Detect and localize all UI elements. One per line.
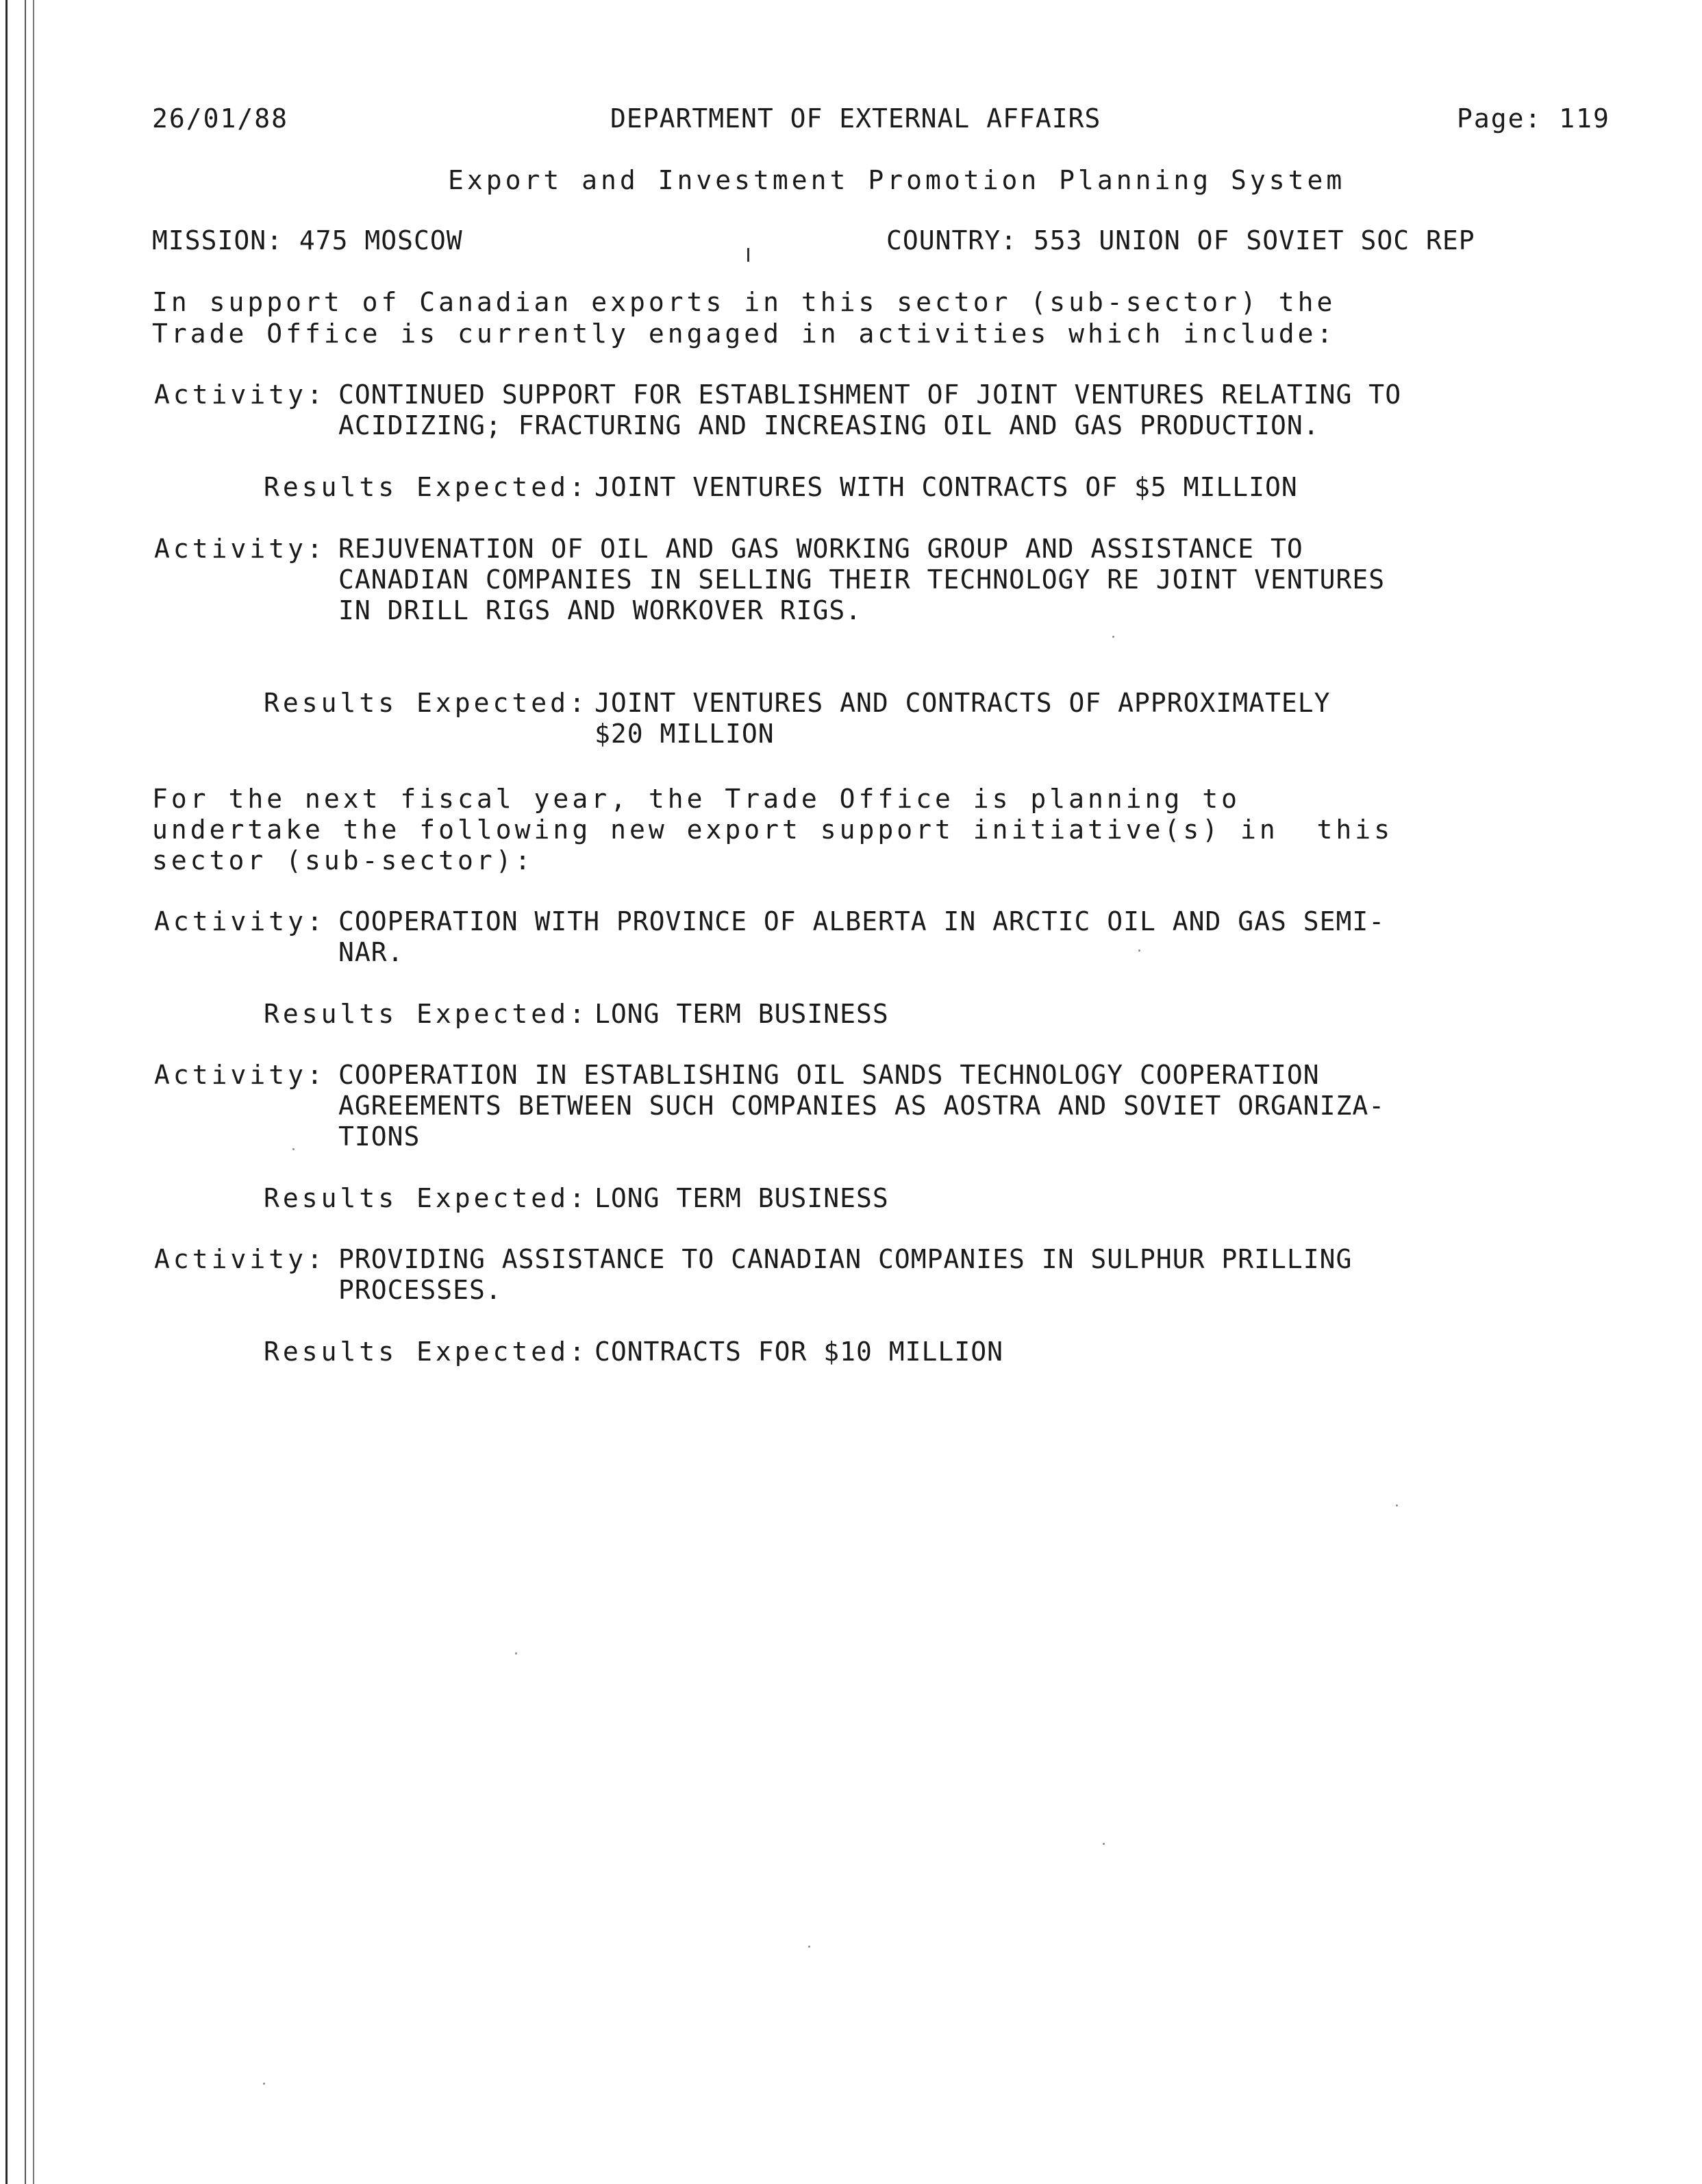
activity-label: Activity: bbox=[154, 534, 326, 564]
results-expected-label: Results Expected: bbox=[264, 688, 588, 718]
activity-text-line: ACIDIZING; FRACTURING AND INCREASING OIL AND GAS PRODUCTION. bbox=[338, 410, 1320, 440]
activity-text-line: COOPERATION IN ESTABLISHING OIL SANDS TECHNOLOGY COOPERATION bbox=[338, 1060, 1320, 1090]
activity-text-line: CONTINUED SUPPORT FOR ESTABLISHMENT OF JOINT VENTURES RELATING TO bbox=[338, 380, 1402, 410]
activity-text-line: IN DRILL RIGS AND WORKOVER RIGS. bbox=[338, 595, 862, 625]
results-expected-text: CONTRACTS FOR $10 MILLION bbox=[595, 1337, 1003, 1367]
results-expected-label: Results Expected: bbox=[264, 472, 588, 502]
results-expected-label: Results Expected: bbox=[264, 1337, 588, 1367]
results-expected-text: JOINT VENTURES AND CONTRACTS OF APPROXIMATELY bbox=[595, 688, 1331, 718]
country-field: COUNTRY: 553 UNION OF SOVIET SOC REP bbox=[886, 225, 1475, 256]
activity-label: Activity: bbox=[154, 906, 326, 936]
scan-speck bbox=[1396, 1504, 1398, 1506]
scan-speck bbox=[292, 1148, 295, 1150]
scan-speck bbox=[1112, 636, 1114, 638]
binding-edge-line bbox=[33, 0, 34, 2184]
activity-text-line: AGREEMENTS BETWEEN SUCH COMPANIES AS AOSTRA AND SOVIET ORGANIZA- bbox=[338, 1091, 1386, 1121]
system-title: Export and Investment Promotion Planning System bbox=[448, 165, 1346, 195]
scan-speck bbox=[515, 1652, 517, 1654]
results-expected-text: JOINT VENTURES WITH CONTRACTS OF $5 MILLION bbox=[595, 472, 1298, 502]
results-expected-label: Results Expected: bbox=[264, 999, 588, 1029]
intro-current-line: In support of Canadian exports in this sector (sub-sector) the bbox=[152, 287, 1336, 317]
intro-current-line: Trade Office is currently engaged in activities which include: bbox=[152, 319, 1336, 349]
activity-text-line: REJUVENATION OF OIL AND GAS WORKING GROUP AND ASSISTANCE TO bbox=[338, 534, 1303, 564]
activity-text-line: COOPERATION WITH PROVINCE OF ALBERTA IN ARCTIC OIL AND GAS SEMI- bbox=[338, 906, 1386, 936]
results-expected-text: $20 MILLION bbox=[595, 719, 775, 749]
results-expected-text: LONG TERM BUSINESS bbox=[595, 999, 889, 1029]
mission-field: MISSION: 475 MOSCOW bbox=[152, 225, 463, 256]
activity-label: Activity: bbox=[154, 1244, 326, 1274]
scan-speck bbox=[1103, 1843, 1105, 1845]
scan-speck bbox=[808, 1946, 810, 1948]
results-expected-text: LONG TERM BUSINESS bbox=[595, 1183, 889, 1213]
intro-next-line: For the next fiscal year, the Trade Office is planning to bbox=[152, 784, 1241, 814]
activity-label: Activity: bbox=[154, 1060, 326, 1090]
intro-next-line: sector (sub-sector): bbox=[152, 845, 534, 876]
scan-mark bbox=[747, 248, 749, 262]
scan-speck bbox=[263, 2083, 265, 2085]
report-date: 26/01/88 bbox=[152, 103, 289, 134]
activity-text-line: NAR. bbox=[338, 937, 404, 967]
binding-edge-line bbox=[25, 0, 26, 2184]
department-title: DEPARTMENT OF EXTERNAL AFFAIRS bbox=[610, 103, 1101, 134]
activity-text-line: CANADIAN COMPANIES IN SELLING THEIR TECHNOLOGY RE JOINT VENTURES bbox=[338, 564, 1386, 595]
activity-text-line: PROVIDING ASSISTANCE TO CANADIAN COMPANIES IN SULPHUR PRILLING bbox=[338, 1244, 1353, 1274]
page-number: Page: 119 bbox=[1457, 103, 1610, 134]
results-expected-label: Results Expected: bbox=[264, 1183, 588, 1213]
activity-text-line: TIONS bbox=[338, 1121, 421, 1152]
activity-text-line: PROCESSES. bbox=[338, 1275, 502, 1305]
intro-next-line: undertake the following new export support initiative(s) in this bbox=[152, 815, 1394, 845]
binding-edge-line bbox=[5, 0, 8, 2184]
activity-label: Activity: bbox=[154, 380, 326, 410]
scan-speck bbox=[1138, 950, 1140, 952]
